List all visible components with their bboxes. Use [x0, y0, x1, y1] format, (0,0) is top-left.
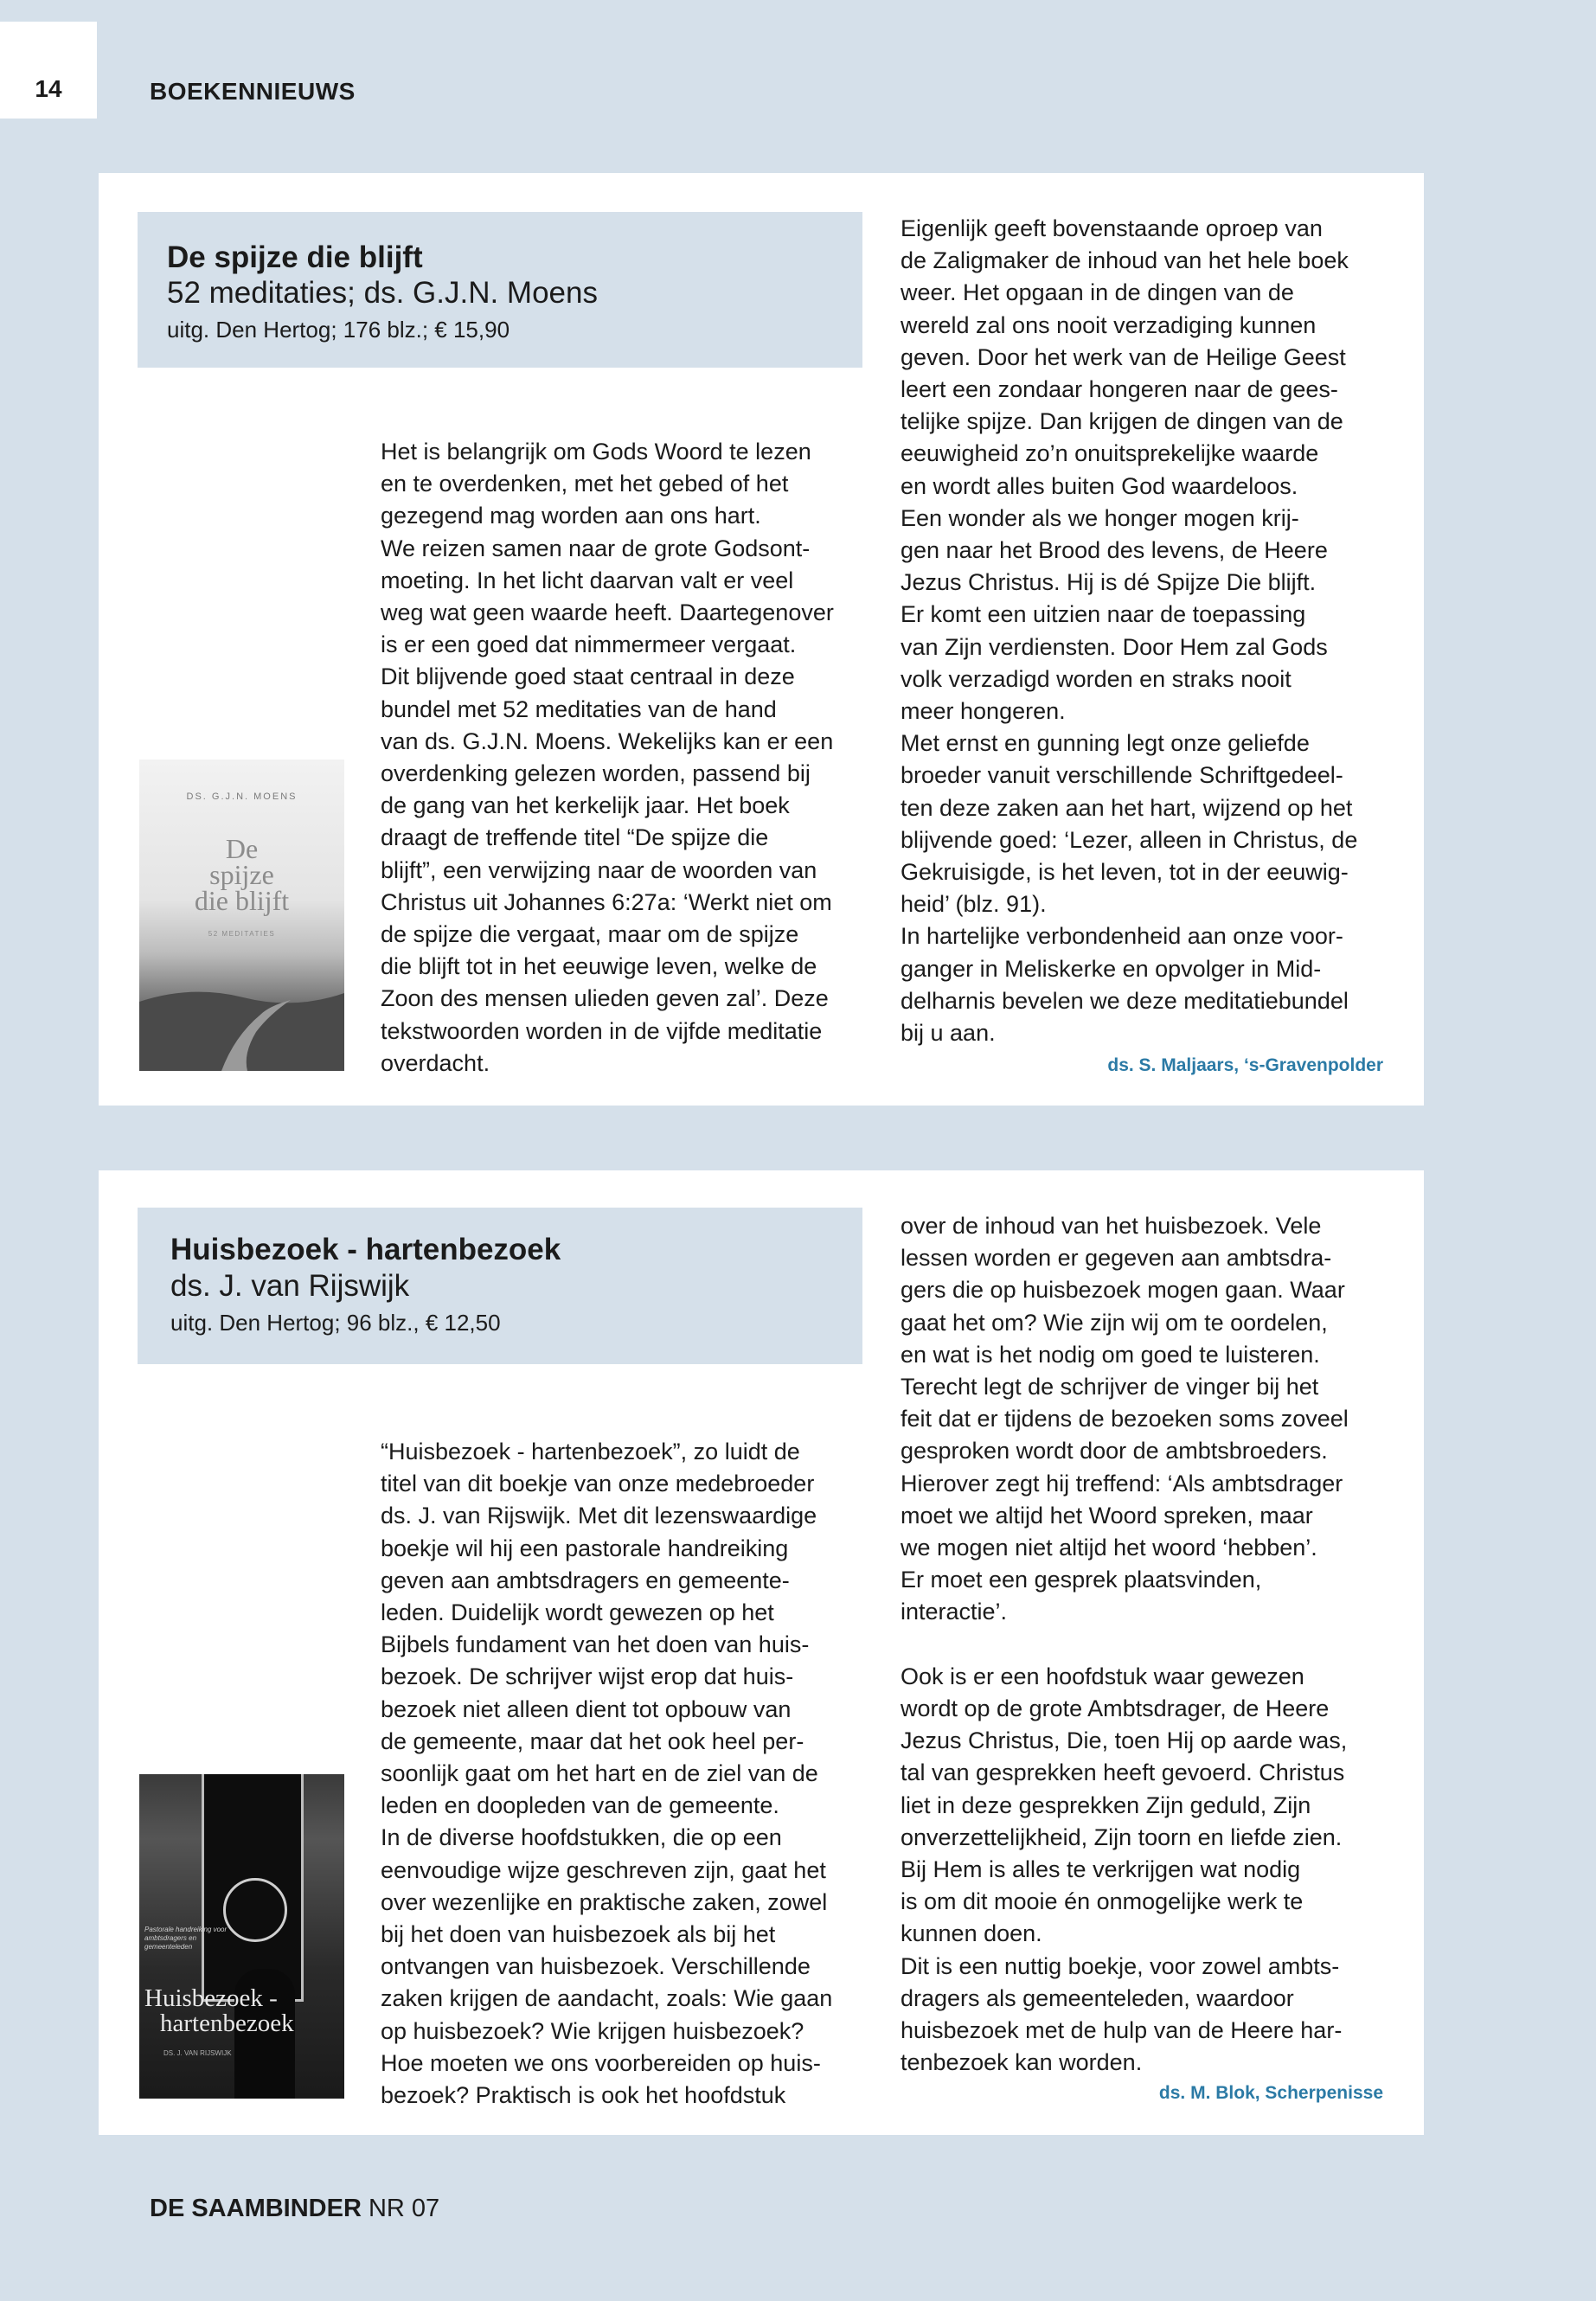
text-line: bij u aan.	[901, 1020, 996, 1047]
cover-title-line: hartenbezoek	[160, 2009, 294, 2037]
text-line: en wat is het nodig om goed te luisteren.	[901, 1341, 1320, 1368]
review-card-1	[99, 173, 1424, 1106]
text-line: en te overdenken, met het gebed of het	[381, 471, 789, 497]
text-line: ganger in Meliskerke en opvolger in Mid-	[901, 955, 1322, 982]
text-line: is om dit mooie én onmogelijke werk te	[901, 1888, 1304, 1915]
text-line: is er een goed dat nimmermeer vergaat.	[381, 631, 797, 658]
text-line: geven. Door het werk van de Heilige Geest	[901, 343, 1346, 370]
text-line: geven aan ambtsdragers en gemeente-	[381, 1567, 790, 1593]
text-line: boekje wil hij een pastorale handreiking	[381, 1535, 789, 1561]
text-line: wordt op de grote Ambtsdrager, de Heere	[901, 1695, 1330, 1722]
text-line: de Zaligmaker de inhoud van het hele boek	[901, 247, 1349, 274]
text-line: moeting. In het licht daarvan valt er veel	[381, 567, 794, 593]
text-line: eenvoudige wijze geschreven zijn, gaat het	[381, 1856, 826, 1883]
cover-subtitle: 52 MEDITATIES	[208, 930, 276, 938]
cover-landscape-illustration	[139, 967, 344, 1071]
text-line: die blijft tot in het eeuwige leven, welke de	[381, 953, 817, 980]
text-line: gesproken wordt door de ambtsbroeders.	[901, 1438, 1328, 1465]
text-line: Zoon des mensen ulieden geven zal’. Deze	[381, 985, 829, 1012]
book-publication-info: uitg. Den Hertog; 176 blz.; € 15,90	[167, 317, 510, 343]
text-line: huisbezoek met de hulp van de Heere har-	[901, 2017, 1343, 2044]
text-line: draagt de treffende titel “De spijze die	[381, 824, 769, 851]
text-line: Jezus Christus. Hij is dé Spijze Die blijft.	[901, 569, 1317, 596]
text-line: en wordt alles buiten God waardeloos.	[901, 472, 1298, 499]
text-line: de spijze die vergaat, maar om de spijze	[381, 921, 799, 948]
cover-author: DS. G.J.N. MOENS	[186, 792, 298, 802]
text-line: Bijbels fundament van het doen van huis-	[381, 1631, 810, 1658]
text-line: leden. Duidelijk wordt gewezen op het	[381, 1599, 774, 1626]
review-header	[138, 1208, 862, 1364]
text-line: overdenking gelezen worden, passend bij	[381, 760, 811, 787]
text-line: tenbezoek kan worden.	[901, 2049, 1143, 2076]
text-line: gers die op huisbezoek mogen gaan. Waar	[901, 1277, 1345, 1304]
text-line: Dit is een nuttig boekje, voor zowel ambts-	[901, 1952, 1340, 1979]
review-text-column	[381, 436, 834, 1080]
text-line: moet we altijd het Woord spreken, maar	[901, 1502, 1313, 1529]
paragraph-break	[901, 1629, 1349, 1661]
text-line: Met ernst en gunning legt onze geliefde	[901, 730, 1310, 757]
text-line: leert een zondaar hongeren naar de gees-	[901, 376, 1338, 403]
text-line: de gang van het kerkelijk jaar. Het boek	[381, 792, 790, 819]
reviewer-signature: ds. M. Blok, Scherpenisse	[1158, 2083, 1383, 2103]
text-line: ontvangen van huisbezoek. Verschillende	[381, 1953, 811, 1980]
book-title: Huisbezoek - hartenbezoek	[170, 1233, 561, 1266]
text-line: bij het doen van huisbezoek als bij het	[381, 1921, 776, 1948]
cover-door-illustration	[202, 1774, 304, 2002]
text-line: liet in deze gesprekken Zijn geduld, Zijn	[901, 1791, 1311, 1818]
book-cover-image	[139, 760, 344, 1071]
text-line: gezegend mag worden aan ons hart.	[381, 503, 761, 529]
text-line: Hierover zegt hij treffend: ‘Als ambtsdrager	[901, 1470, 1343, 1497]
cover-title	[139, 833, 344, 916]
page-footer	[150, 2194, 439, 2223]
text-line: onverzettelijkheid, Zijn toorn en liefde zien.	[901, 1823, 1343, 1850]
text-line: leden en doopleden van de gemeente.	[381, 1792, 779, 1819]
book-publication-info: uitg. Den Hertog; 96 blz., € 12,50	[170, 1310, 501, 1336]
text-line: Er komt een uitzien naar de toepassing	[901, 601, 1306, 628]
text-line: ds. J. van Rijswijk. Met dit lezenswaardige	[381, 1503, 817, 1529]
text-line: we mogen niet altijd het woord ‘hebben’.	[901, 1535, 1317, 1561]
page-number-box	[0, 22, 97, 119]
book-title: De spijze die blijft	[167, 240, 423, 274]
text-line: ten deze zaken aan het hart, wijzend op het	[901, 794, 1353, 821]
book-cover-image	[139, 1774, 344, 2099]
text-line: delharnis bevelen we deze meditatiebundel	[901, 987, 1349, 1014]
cover-small-text: Pastorale handreiking voor ambtsdragers en gemeenteleden	[144, 1926, 228, 1951]
text-line: lessen worden er gegeven aan ambtsdra-	[901, 1245, 1332, 1272]
text-line: interactie’.	[901, 1599, 1008, 1625]
text-line: Dit blijvende goed staat centraal in deze	[381, 663, 795, 690]
text-line: weg wat geen waarde heeft. Daartegenover	[381, 599, 834, 626]
text-line: In de diverse hoofdstukken, die op een	[381, 1824, 782, 1851]
text-line: Een wonder als we honger mogen krij-	[901, 504, 1299, 531]
review-text-column	[901, 213, 1357, 1049]
text-line: Gekruisigde, is het leven, tot in der eeuwig-	[901, 859, 1349, 886]
text-line: over de inhoud van het huisbezoek. Vele	[901, 1213, 1322, 1239]
text-line: blijft”, een verwijzing naar de woorden van	[381, 856, 817, 883]
text-line: tal van gesprekken heeft gevoerd. Christus	[901, 1759, 1345, 1786]
book-subtitle: ds. J. van Rijswijk	[170, 1269, 410, 1303]
review-header	[138, 212, 862, 368]
text-line: Terecht legt de schrijver de vinger bij het	[901, 1374, 1319, 1400]
cover-title-line: De	[225, 833, 259, 864]
review-text-column	[901, 1210, 1349, 2079]
text-line: Hoe moeten we ons voorbereiden op huis-	[381, 2049, 821, 2076]
cover-title	[144, 1986, 343, 2036]
text-line: de gemeente, maar dat het ook heel per-	[381, 1727, 804, 1754]
text-line: van Zijn verdiensten. Door Hem zal Gods	[901, 633, 1328, 660]
text-line: titel van dit boekje van onze medebroeder	[381, 1471, 815, 1497]
text-line: tekstwoorden worden in de vijfde meditatie	[381, 1017, 823, 1044]
text-line: gaat het om? Wie zijn wij om te oordelen,	[901, 1309, 1328, 1336]
text-line: op huisbezoek? Wie krijgen huisbezoek?	[381, 2017, 804, 2044]
text-line: broeder vanuit verschillende Schriftgedeel-	[901, 762, 1343, 789]
text-line: dragers als gemeenteleden, waardoor	[901, 1984, 1294, 2011]
text-line: Jezus Christus, Die, toen Hij op aarde was,	[901, 1727, 1348, 1754]
text-line: meer hongeren.	[901, 698, 1066, 725]
text-line: heid’ (blz. 91).	[901, 891, 1047, 918]
text-line: Ook is er een hoofdstuk waar gewezen	[901, 1663, 1304, 1689]
cover-title-line: Huisbezoek -	[144, 1984, 278, 2012]
text-line: bezoek. De schrijver wijst erop dat huis-	[381, 1663, 794, 1690]
review-card-2	[99, 1170, 1424, 2135]
magazine-name: DE SAAMBINDER	[150, 2195, 362, 2222]
text-line: “Huisbezoek - hartenbezoek”, zo luidt de	[381, 1439, 800, 1465]
text-line: eeuwigheid zo’n onuitsprekelijke waarde	[901, 440, 1319, 467]
text-line: bezoek niet alleen dient tot opbouw van	[381, 1695, 792, 1722]
text-line: weer. Het opgaan in de dingen van de	[901, 279, 1294, 306]
cover-author: DS. J. VAN RIJSWIJK	[163, 2049, 232, 2057]
text-line: We reizen samen naar de grote Godsont-	[381, 535, 811, 561]
text-line: soonlijk gaat om het hart en de ziel van de	[381, 1760, 818, 1787]
text-line: wereld zal ons nooit verzadiging kunnen	[901, 311, 1317, 338]
cover-door-window	[223, 1878, 287, 1942]
text-line: Het is belangrijk om Gods Woord te lezen	[381, 439, 811, 465]
text-line: volk verzadigd worden en straks nooit	[901, 665, 1292, 692]
text-line: Er moet een gesprek plaatsvinden,	[901, 1567, 1262, 1593]
issue-number: NR 07	[368, 2195, 440, 2222]
text-line: gen naar het Brood des levens, de Heere	[901, 537, 1328, 564]
text-line: bundel met 52 meditaties van de hand	[381, 695, 777, 722]
text-line: blijvende goed: ‘Lezer, alleen in Christus, de	[901, 826, 1358, 853]
text-line: bezoek? Praktisch is ook het hoofdstuk	[381, 2082, 786, 2109]
text-line: In hartelijke verbondenheid aan onze voor-	[901, 923, 1343, 950]
book-subtitle: 52 meditaties; ds. G.J.N. Moens	[167, 276, 598, 310]
cover-title-line: spijze	[209, 859, 274, 890]
text-line: telijke spijze. Dan krijgen de dingen van de	[901, 408, 1343, 435]
text-line: over wezenlijke en praktische zaken, zowel	[381, 1888, 828, 1915]
text-line: kunnen doen.	[901, 1920, 1042, 1947]
text-line: Bij Hem is alles te verkrijgen wat nodig	[901, 1856, 1301, 1883]
text-line: Eigenlijk geeft bovenstaande oproep van	[901, 215, 1323, 241]
text-line: overdacht.	[381, 1049, 490, 1076]
reviewer-signature: ds. S. Maljaars, ‘s-Gravenpolder	[1107, 1055, 1383, 1075]
page-number: 14	[35, 75, 62, 102]
text-line: zaken krijgen de aandacht, zoals: Wie gaan	[381, 1985, 833, 2012]
cover-title-line: die blijft	[194, 885, 290, 916]
text-line: Christus uit Johannes 6:27a: ‘Werkt niet om	[381, 888, 832, 915]
review-text-column	[381, 1436, 832, 2112]
text-line: van ds. G.J.N. Moens. Wekelijks kan er een	[381, 727, 834, 754]
section-title: BOEKENNIEUWS	[150, 78, 356, 105]
text-line: feit dat er tijdens de bezoeken soms zoveel	[901, 1406, 1349, 1433]
